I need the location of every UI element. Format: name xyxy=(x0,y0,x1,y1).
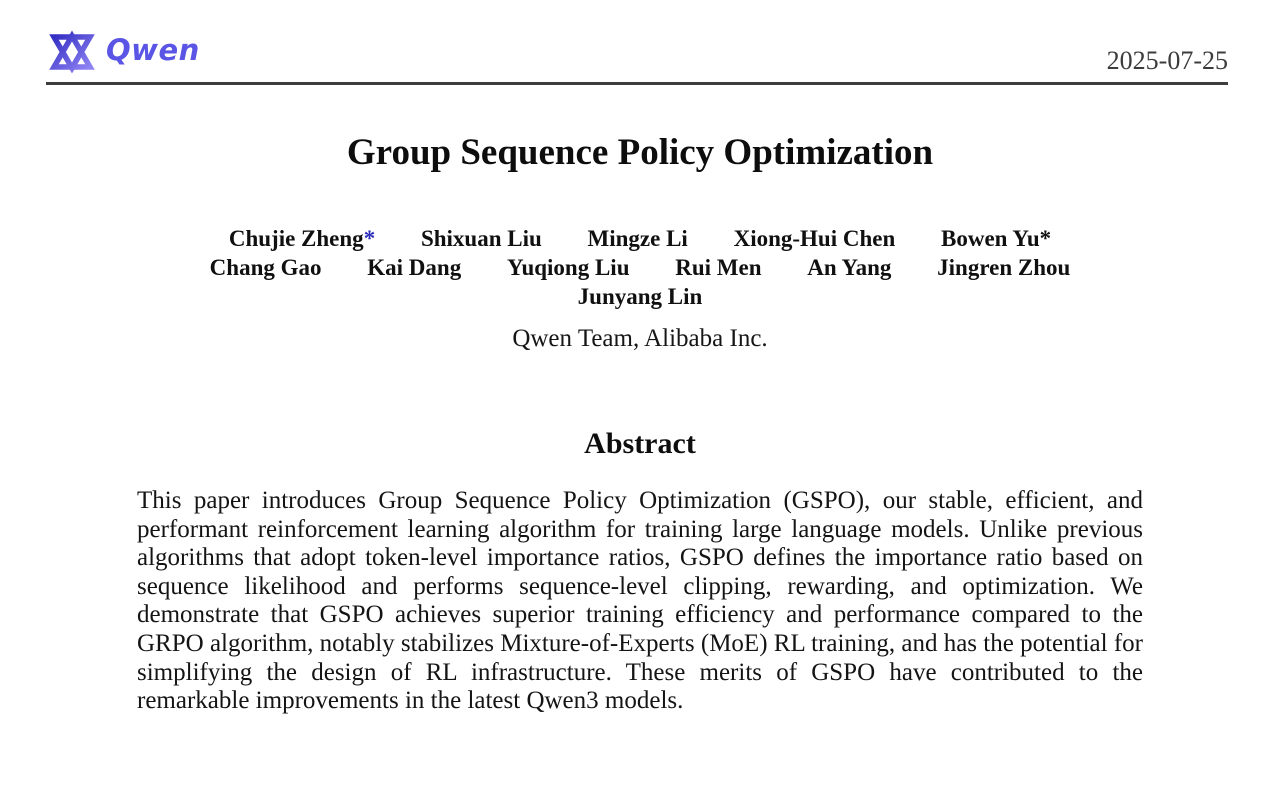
author-name: Shixuan Liu xyxy=(420,226,542,251)
author-footnote-link[interactable]: * xyxy=(363,226,376,251)
paper-date: 2025-07-25 xyxy=(1106,46,1228,76)
author-an-yang xyxy=(807,253,891,282)
author-name: Kai Dang xyxy=(367,255,462,280)
author-line-1 xyxy=(0,224,1280,253)
author-block xyxy=(0,224,1280,311)
author-name: An Yang xyxy=(807,255,892,280)
author-xiong-hui-chen xyxy=(734,224,896,253)
paper-title: Group Sequence Policy Optimization xyxy=(346,132,934,173)
author-name: Rui Men xyxy=(675,255,762,280)
author-line-3 xyxy=(0,282,1280,311)
affiliation: Qwen Team, Alibaba Inc. xyxy=(512,325,768,352)
author-name: Junyang Lin xyxy=(577,284,703,309)
author-shixuan-liu xyxy=(421,224,542,253)
author-name: Bowen Yu xyxy=(941,226,1040,251)
author-yuqiong-liu xyxy=(507,253,630,282)
abstract-text: This paper introduces Group Sequence Policy Optimization (GSPO), our stable, efficient, and performant reinforcement learning algorithm for training large language models. Unlike previous algorithms that adopt token-level importance ratios, GSPO defines the importance ratio based on sequence likelihood and performs sequence-level clipping, rewarding, and optimization. We demonstrate that GSPO achieves superior training efficiency and performance compared to the GRPO algorithm, notably stabilizes Mixture-of-Experts (MoE) RL training, and has the potential for simplifying the design of RL infrastructure. These merits of GSPO have contributed to the remarkable improvements in the latest Qwen3 models. xyxy=(137,487,1143,715)
author-chang-gao xyxy=(210,253,322,282)
qwen-logo xyxy=(46,28,200,76)
author-jingren-zhou xyxy=(937,253,1070,282)
author-name: Jingren Zhou xyxy=(937,255,1071,280)
abstract-heading: Abstract xyxy=(584,427,696,460)
qwen-logo-wordmark: Qwen xyxy=(106,33,200,67)
author-junyang-lin xyxy=(578,282,703,311)
author-rui-men xyxy=(675,253,761,282)
author-kai-dang xyxy=(367,253,461,282)
author-name: Chang Gao xyxy=(209,255,322,280)
author-name: Mingze Li xyxy=(587,226,688,251)
author-name: Chujie Zheng xyxy=(228,226,364,251)
author-footnote-mark: * xyxy=(1039,226,1052,251)
author-name: Yuqiong Liu xyxy=(506,255,630,280)
author-name: Xiong-Hui Chen xyxy=(733,226,896,251)
author-mingze-li xyxy=(588,224,688,253)
author-chujie-zheng xyxy=(229,224,375,253)
author-line-2 xyxy=(0,253,1280,282)
header-rule xyxy=(46,82,1228,85)
author-bowen-yu xyxy=(941,224,1051,253)
paper-header xyxy=(0,0,1280,82)
qwen-logo-icon xyxy=(46,28,98,76)
